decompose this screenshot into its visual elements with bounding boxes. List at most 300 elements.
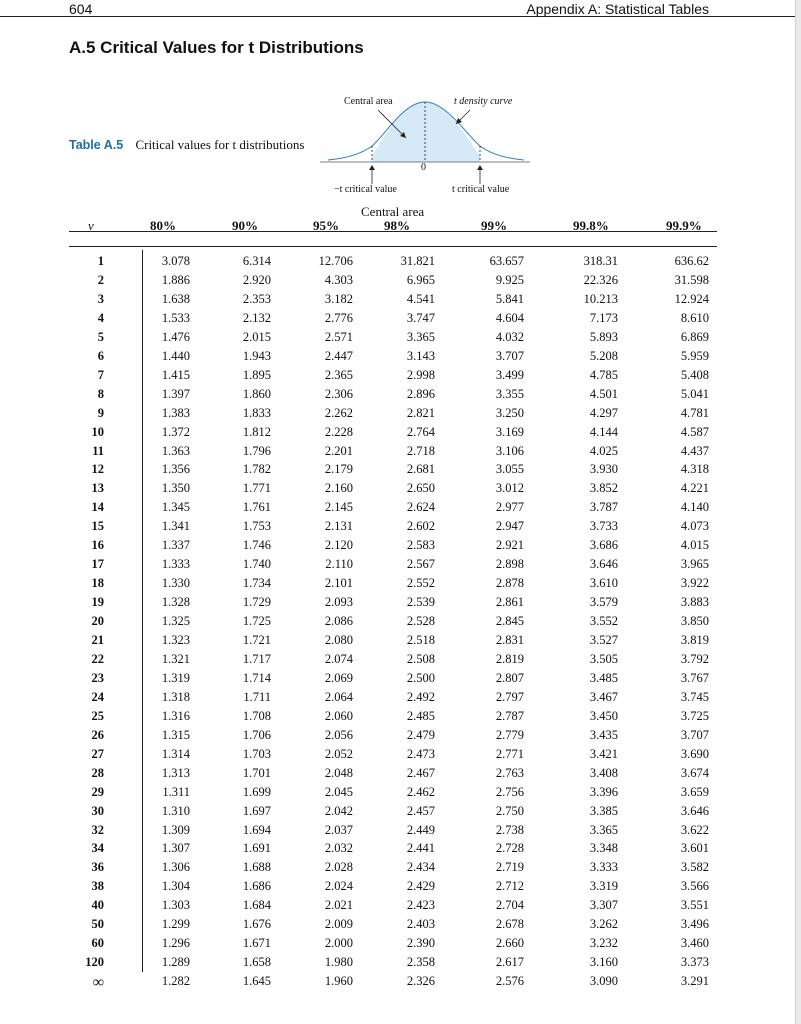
table-cell: 3.582 <box>680 860 709 875</box>
table-cell: 2.508 <box>406 651 435 666</box>
table-cell: 3.690 <box>680 746 709 761</box>
table-cell: 3.646 <box>680 803 709 818</box>
table-cell: 1.812 <box>242 424 271 439</box>
table-cell: 3.012 <box>495 481 524 496</box>
table-cell: 1.325 <box>161 614 190 629</box>
table-row <box>0 898 795 917</box>
table-cell: 1.321 <box>161 651 190 666</box>
table-row <box>0 387 795 406</box>
table-cell: 2.998 <box>406 367 435 382</box>
degrees-of-freedom: 15 <box>91 519 104 534</box>
table-cell: 1.397 <box>161 386 190 401</box>
table-cell: 2.080 <box>324 633 353 647</box>
table-cell: 2.650 <box>406 481 435 496</box>
table-cell: 1.699 <box>242 784 271 799</box>
table-cell: 3.307 <box>589 898 618 913</box>
degrees-of-freedom: 4 <box>97 310 104 325</box>
table-cell: 1.299 <box>161 917 190 932</box>
table-cell: 2.064 <box>324 689 353 704</box>
table-cell: 1.303 <box>161 898 190 913</box>
table-cell: 2.021 <box>324 898 353 913</box>
table-cell: 2.110 <box>325 557 353 572</box>
table-cell: 2.086 <box>324 614 353 629</box>
table-cell: 2.552 <box>406 576 435 591</box>
table-cell: 2.518 <box>406 633 435 647</box>
table-row <box>0 330 795 349</box>
left-arrowhead <box>369 165 375 170</box>
degrees-of-freedom: 5 <box>97 329 104 344</box>
table-cell: 3.505 <box>589 651 618 666</box>
table-cell: 2.947 <box>495 519 524 534</box>
table-cell: 1.895 <box>242 367 271 382</box>
table-cell: 31.821 <box>400 254 435 268</box>
table-cell: 3.078 <box>161 254 190 268</box>
table-cell: 3.646 <box>589 557 618 572</box>
table-cell: 3.551 <box>680 898 709 913</box>
table-cell: 3.850 <box>680 614 709 629</box>
table-cell: 6.869 <box>680 329 709 344</box>
table-cell: 1.691 <box>242 841 271 856</box>
column-header: 98% <box>384 218 410 233</box>
table-cell: 1.860 <box>242 386 271 401</box>
table-row <box>0 481 795 500</box>
degrees-of-freedom: 50 <box>91 917 104 932</box>
table-cell: 2.306 <box>324 386 353 401</box>
table-cell: 3.674 <box>680 765 709 780</box>
table-cell: 3.499 <box>495 367 524 382</box>
table-cell: 1.323 <box>161 633 190 647</box>
degrees-of-freedom: 14 <box>91 500 104 515</box>
central-area-header: Central area <box>361 204 425 219</box>
table-cell: 2.845 <box>495 614 524 629</box>
table-cell: 2.358 <box>406 955 435 970</box>
neg-critical-label: −t critical value <box>334 184 397 195</box>
degrees-of-freedom: 27 <box>91 746 104 761</box>
table-cell: 4.303 <box>324 272 353 287</box>
table-cell: 1.686 <box>242 879 271 894</box>
degrees-of-freedom: 24 <box>91 689 104 704</box>
table-cell: 3.767 <box>680 670 709 685</box>
degrees-of-freedom: 7 <box>97 367 104 382</box>
table-cell: 636.62 <box>674 254 709 268</box>
degrees-of-freedom: 17 <box>91 557 104 572</box>
table-cell: 4.437 <box>680 443 709 458</box>
table-cell: 3.659 <box>680 784 709 799</box>
table-cell: 1.316 <box>161 708 190 723</box>
table-cell: 12.706 <box>318 254 353 268</box>
table-cell: 2.120 <box>324 538 353 553</box>
table-row <box>0 311 795 330</box>
page-number: 604 <box>69 1 93 17</box>
table-cell: 9.925 <box>495 272 524 287</box>
table-row <box>0 936 795 955</box>
table-cell: 2.423 <box>406 898 435 913</box>
table-cell: 2.201 <box>324 443 353 458</box>
table-row <box>0 292 795 311</box>
degrees-of-freedom: 32 <box>91 822 104 837</box>
table-row <box>0 519 795 538</box>
table-cell: 1.638 <box>161 291 190 306</box>
density-curve-label: t density curve <box>454 96 513 107</box>
table-cell: 2.101 <box>324 576 353 591</box>
table-cell: 1.318 <box>161 689 190 704</box>
pos-critical-label: t critical value <box>452 184 510 195</box>
table-cell: 5.208 <box>589 348 618 363</box>
table-row <box>0 349 795 368</box>
table-cell: 1.703 <box>242 746 271 761</box>
table-cell: 2.179 <box>324 462 353 477</box>
table-cell: 3.319 <box>589 879 618 894</box>
degrees-of-freedom: 19 <box>91 595 104 610</box>
table-cell: 1.309 <box>161 822 190 837</box>
table-cell: 2.797 <box>495 689 524 704</box>
table-cell: 5.893 <box>589 329 618 344</box>
table-cell: 3.725 <box>680 708 709 723</box>
central-area-shade <box>372 102 480 162</box>
table-cell: 2.878 <box>495 576 524 591</box>
degrees-of-freedom: 8 <box>97 386 104 401</box>
table-cell: 4.541 <box>406 291 435 306</box>
degrees-of-freedom: 10 <box>91 424 104 439</box>
nu-column-header: ν <box>88 218 94 233</box>
table-cell: 1.688 <box>242 860 271 875</box>
table-cell: 2.539 <box>406 595 435 610</box>
degrees-of-freedom: 29 <box>91 784 104 799</box>
table-cell: 3.250 <box>495 405 524 420</box>
table-cell: 1.350 <box>161 481 190 496</box>
table-cell: 12.924 <box>674 291 709 306</box>
table-cell: 2.353 <box>242 291 271 306</box>
table-cell: 4.318 <box>680 462 709 477</box>
table-cell: 2.390 <box>406 936 435 951</box>
table-cell: 2.896 <box>406 386 435 401</box>
section-title: A.5 Critical Values for t Distributions <box>69 38 364 57</box>
table-row <box>0 462 795 481</box>
table-cell: 1.694 <box>242 822 271 837</box>
table-cell: 2.920 <box>242 272 271 287</box>
table-cell: 1.304 <box>161 879 190 894</box>
table-cell: 2.028 <box>324 860 353 875</box>
table-caption-text: Critical values for t distributions <box>135 137 305 152</box>
table-cell: 2.093 <box>324 595 353 610</box>
table-row <box>0 595 795 614</box>
table-row <box>0 974 795 993</box>
table-row <box>0 804 795 823</box>
table-cell: 3.365 <box>406 329 435 344</box>
table-cell: 3.385 <box>589 803 618 818</box>
degrees-of-freedom: 30 <box>91 803 104 818</box>
degrees-of-freedom: 9 <box>97 405 104 420</box>
table-cell: 2.712 <box>495 879 524 894</box>
table-cell: 2.403 <box>406 917 435 932</box>
table-cell: 1.310 <box>161 803 190 818</box>
table-cell: 2.074 <box>324 651 353 666</box>
table-cell: 1.341 <box>161 519 190 534</box>
degrees-of-freedom: 16 <box>91 538 104 553</box>
table-cell: 2.326 <box>406 974 435 989</box>
table-cell: 1.440 <box>161 348 190 363</box>
table-cell: 2.779 <box>495 727 524 742</box>
table-cell: 1.356 <box>161 462 190 477</box>
table-row <box>0 955 795 974</box>
table-cell: 2.576 <box>495 974 524 989</box>
table-cell: 1.782 <box>242 462 271 477</box>
table-cell: 3.348 <box>589 841 618 856</box>
table-row <box>0 841 795 860</box>
table-cell: 2.771 <box>495 746 524 761</box>
table-cell: 3.262 <box>589 917 618 932</box>
table-cell: 2.861 <box>495 595 524 610</box>
table-cell: 2.492 <box>406 689 435 704</box>
table-cell: 3.883 <box>680 595 709 610</box>
table-cell: 3.182 <box>324 291 353 306</box>
column-header: 99% <box>481 218 507 233</box>
table-cell: 2.787 <box>495 708 524 723</box>
table-row <box>0 538 795 557</box>
table-cell: 6.965 <box>406 272 435 287</box>
table-cell: 2.756 <box>495 784 524 799</box>
table-cell: 3.373 <box>680 955 709 970</box>
viewer-edge <box>795 0 801 1024</box>
table-cell: 10.213 <box>583 291 618 306</box>
degrees-of-freedom: 21 <box>91 633 104 647</box>
table-cell: 2.447 <box>324 348 353 363</box>
table-cell: 1.711 <box>243 689 271 704</box>
table-cell: 2.898 <box>495 557 524 572</box>
table-cell: 1.717 <box>242 651 271 666</box>
table-cell: 5.959 <box>680 348 709 363</box>
table-cell: 3.852 <box>589 481 618 496</box>
table-cell: 4.015 <box>680 538 709 553</box>
table-cell: 2.528 <box>406 614 435 629</box>
table-cell: 1.311 <box>162 784 190 799</box>
table-cell: 5.041 <box>680 386 709 401</box>
table-cell: 1.289 <box>161 955 190 970</box>
table-cell: 1.725 <box>242 614 271 629</box>
table-cell: 1.306 <box>161 860 190 875</box>
table-cell: 1.708 <box>242 708 271 723</box>
table-cell: 4.073 <box>680 519 709 534</box>
column-header: 99.8% <box>573 218 609 233</box>
table-cell: 2.764 <box>406 424 435 439</box>
table-cell: 2.807 <box>495 670 524 685</box>
table-row <box>0 576 795 595</box>
degrees-of-freedom: 13 <box>91 481 104 496</box>
table-row <box>0 425 795 444</box>
table-row <box>0 273 795 292</box>
table-cell: 1.886 <box>161 272 190 287</box>
table-cell: 2.718 <box>406 443 435 458</box>
table-cell: 2.037 <box>324 822 353 837</box>
table-label: Table A.5 <box>69 138 124 152</box>
table-cell: 2.921 <box>495 538 524 553</box>
table-row <box>0 406 795 425</box>
table-cell: 2.441 <box>406 841 435 856</box>
table-cell: 2.467 <box>406 765 435 780</box>
table-cell: 1.383 <box>161 405 190 420</box>
table-row <box>0 254 795 273</box>
table-cell: 2.719 <box>495 860 524 875</box>
degrees-of-freedom: 11 <box>92 443 104 458</box>
table-cell: 3.733 <box>589 519 618 534</box>
table-cell: 1.658 <box>242 955 271 970</box>
table-cell: 1.315 <box>161 727 190 742</box>
table-cell: 2.821 <box>406 405 435 420</box>
table-row <box>0 652 795 671</box>
table-cell: 1.363 <box>161 443 190 458</box>
table-row <box>0 709 795 728</box>
t-density-figure <box>320 90 540 200</box>
degrees-of-freedom: 1 <box>97 254 104 268</box>
table-cell: 1.337 <box>161 538 190 553</box>
table-cell: 2.434 <box>406 860 435 875</box>
table-cell: 2.048 <box>324 765 353 780</box>
table-cell: 3.365 <box>589 822 618 837</box>
table-cell: 1.645 <box>242 974 271 989</box>
header-rule-bottom <box>69 246 717 247</box>
table-cell: 2.024 <box>324 879 353 894</box>
table-row <box>0 557 795 576</box>
table-cell: 1.833 <box>242 405 271 420</box>
running-header <box>0 0 795 17</box>
table-cell: 5.408 <box>680 367 709 382</box>
table-cell: 2.583 <box>406 538 435 553</box>
table-cell: 2.131 <box>324 519 353 534</box>
table-cell: 2.473 <box>406 746 435 761</box>
table-cell: 4.140 <box>680 500 709 515</box>
table-cell: 1.714 <box>242 670 271 685</box>
table-cell: 3.707 <box>495 348 524 363</box>
table-cell: 3.552 <box>589 614 618 629</box>
table-row <box>0 633 795 652</box>
column-header: 80% <box>150 218 176 233</box>
table-cell: 4.785 <box>589 367 618 382</box>
table-cell: 2.678 <box>495 917 524 932</box>
table-cell: 1.697 <box>242 803 271 818</box>
table-cell: 3.355 <box>495 386 524 401</box>
table-cell: 3.408 <box>589 765 618 780</box>
table-cell: 2.750 <box>495 803 524 818</box>
table-cell: 1.314 <box>161 746 190 761</box>
table-cell: 31.598 <box>674 272 709 287</box>
table-cell: 5.841 <box>495 291 524 306</box>
right-arrowhead <box>477 165 483 170</box>
table-cell: 1.746 <box>242 538 271 553</box>
table-cell: 1.734 <box>242 576 271 591</box>
degrees-of-freedom: 22 <box>91 651 104 666</box>
degrees-of-freedom: 23 <box>91 670 104 685</box>
table-cell: 3.291 <box>680 974 709 989</box>
table-row <box>0 728 795 747</box>
zero-label: 0 <box>421 162 426 173</box>
degrees-of-freedom: 34 <box>91 841 104 856</box>
degrees-of-freedom: 20 <box>91 614 104 629</box>
table-row <box>0 444 795 463</box>
table-cell: 2.479 <box>406 727 435 742</box>
table-cell: 4.221 <box>680 481 709 496</box>
table-cell: 63.657 <box>489 254 524 268</box>
table-row <box>0 917 795 936</box>
table-cell: 2.831 <box>495 633 524 647</box>
table-cell: 4.587 <box>680 424 709 439</box>
table-cell: 2.145 <box>324 500 353 515</box>
table-cell: 2.571 <box>324 329 353 344</box>
table-cell: 3.143 <box>406 348 435 363</box>
table-cell: 1.676 <box>242 917 271 932</box>
column-header: 90% <box>232 218 258 233</box>
table-cell: 2.617 <box>495 955 524 970</box>
table-cell: 3.467 <box>589 689 618 704</box>
column-header: 99.9% <box>666 218 702 233</box>
table-cell: 3.787 <box>589 500 618 515</box>
table-cell: 2.660 <box>495 936 524 951</box>
table-cell: 2.681 <box>406 462 435 477</box>
table-cell: 2.819 <box>495 651 524 666</box>
table-cell: 1.729 <box>242 595 271 610</box>
table-cell: 2.045 <box>324 784 353 799</box>
table-cell: 2.000 <box>324 936 353 951</box>
degrees-of-freedom: 18 <box>91 576 104 591</box>
degrees-of-freedom: 3 <box>97 291 104 306</box>
table-cell: 3.169 <box>495 424 524 439</box>
table-row <box>0 500 795 519</box>
degrees-of-freedom: 28 <box>91 765 104 780</box>
table-cell: 2.457 <box>406 803 435 818</box>
table-cell: 2.728 <box>495 841 524 856</box>
table-cell: 3.485 <box>589 670 618 685</box>
table-cell: 22.326 <box>583 272 618 287</box>
table-cell: 2.977 <box>495 500 524 515</box>
table-cell: 2.056 <box>324 727 353 742</box>
degrees-of-freedom: 40 <box>91 898 104 913</box>
table-cell: 4.781 <box>680 405 709 420</box>
table-cell: 2.763 <box>495 765 524 780</box>
table-row <box>0 368 795 387</box>
table-cell: 2.704 <box>495 898 524 913</box>
degrees-of-freedom: 25 <box>91 708 104 723</box>
table-row <box>0 614 795 633</box>
table-cell: 1.796 <box>242 443 271 458</box>
table-cell: 6.314 <box>242 254 271 268</box>
column-header: 95% <box>313 218 339 233</box>
table-cell: 2.462 <box>406 784 435 799</box>
table-cell: 3.496 <box>680 917 709 932</box>
table-cell: 2.032 <box>324 841 353 856</box>
table-cell: 3.566 <box>680 879 709 894</box>
degrees-of-freedom: 60 <box>91 936 104 951</box>
table-cell: 3.055 <box>495 462 524 477</box>
table-cell: 1.684 <box>242 898 271 913</box>
table-cell: 1.980 <box>324 955 353 970</box>
table-cell: 1.282 <box>161 974 190 989</box>
table-row <box>0 785 795 804</box>
table-cell: 2.015 <box>242 329 271 344</box>
table-cell: 4.604 <box>495 310 524 325</box>
table-row <box>0 747 795 766</box>
degrees-of-freedom: 12 <box>91 462 104 477</box>
table-cell: 3.435 <box>589 727 618 742</box>
table-cell: 3.460 <box>680 936 709 951</box>
degrees-of-freedom: 6 <box>97 348 104 363</box>
table-cell: 4.025 <box>589 443 618 458</box>
table-cell: 1.721 <box>242 633 271 647</box>
table-cell: 3.450 <box>589 708 618 723</box>
table-cell: 1.328 <box>161 595 190 610</box>
table-cell: 3.610 <box>589 576 618 591</box>
table-cell: 3.601 <box>680 841 709 856</box>
table-cell: 2.567 <box>406 557 435 572</box>
degrees-of-freedom: 2 <box>97 272 104 287</box>
